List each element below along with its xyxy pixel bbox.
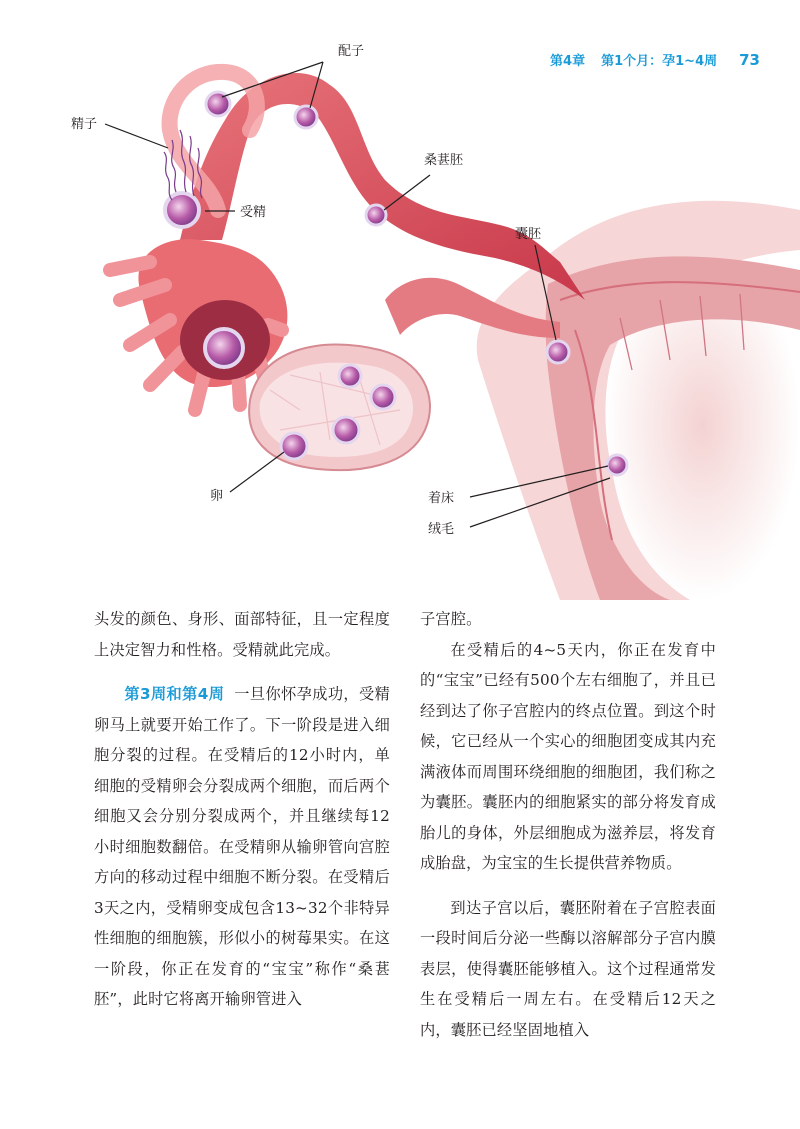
- morula-cell: [366, 205, 386, 225]
- label-villi: 绒毛: [428, 522, 455, 537]
- follicle-cell: [371, 385, 395, 409]
- section-text: 一旦你怀孕成功，受精卵马上就要开始工作了。下一阶段是进入细胞分裂的过程。在受精后的12小时内，单细胞的受精卵会分裂成两个细胞，而后两个细胞又会分别分裂成两个，并且继续每12小时细胞数翻倍。在受精卵从输卵管向宫腔方向的移动过程中细胞不断分裂。在受精后3天之内，受精卵变成包含13~32个非特异性细胞的细胞簇，形似小的树莓果实。在这一阶段，你正在发育的“宝宝”称作“桑葚胚”，此时它将离开输卵管进入: [94, 685, 390, 1008]
- page-number: 73: [739, 51, 760, 69]
- month-label: 第1个月：孕1~4周: [601, 54, 718, 69]
- section-paragraph: [94, 679, 390, 1015]
- label-fertilization: 受精: [240, 205, 267, 220]
- section-heading: 第3周和第4周: [124, 685, 225, 703]
- follicle-cell: [333, 417, 359, 443]
- gamete-cell: [295, 106, 317, 128]
- label-gametes: 配子: [338, 44, 365, 59]
- label-egg: 卵: [210, 489, 224, 504]
- continued-paragraph-right: 子宫腔。: [420, 610, 482, 628]
- blastocyst-cell: [547, 341, 569, 363]
- right-column: [420, 604, 716, 1045]
- paragraph-implantation: 到达子宫以后，囊胚附着在子宫腔表面一段时间后分泌一些酶以溶解部分子宫内膜表层，使得囊胚能够植入。这个过程通常发生在受精后一周左右。在受精后12天之内，囊胚已经坚固地植入: [420, 898, 716, 1039]
- released-egg: [205, 329, 243, 367]
- label-blastocyst: 囊胚: [515, 227, 542, 242]
- ovary: [249, 344, 430, 470]
- label-sperm: 精子: [71, 117, 98, 132]
- label-implantation: 着床: [428, 491, 455, 506]
- zygote-cell: [165, 193, 199, 227]
- left-column: [94, 604, 390, 1015]
- chapter-label: 第4章: [550, 54, 586, 69]
- label-morula: 桑葚胚: [424, 153, 464, 168]
- follicle-cell: [281, 433, 307, 459]
- paragraph-blastocyst: 在受精后的4~5天内，你正在发育中的“宝宝”已经有500个左右细胞了，并且已经到达了你子宫腔内的终点位置。到这个时候，它已经从一个实心的细胞团变成其内充满液体而周围环绕细胞的细胞团，我们称之为囊胚。囊胚内的细胞紧实的部分将发育成胎儿的身体，外层细胞成为滋养层，将发育成胎盘，为宝宝的生长提供营养物质。: [420, 640, 716, 872]
- implanted-cell: [607, 455, 627, 475]
- follicle-cell: [339, 365, 361, 387]
- continued-paragraph: 头发的颜色、身形、面部特征，且一定程度上决定智力和性格。受精就此完成。: [94, 610, 390, 659]
